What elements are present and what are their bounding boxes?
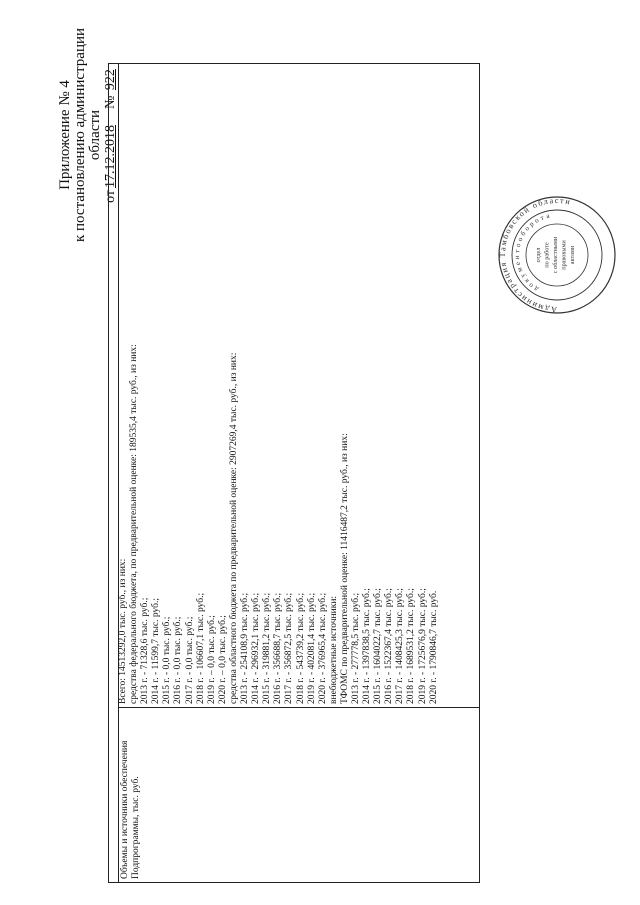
funding-line: 2017 г. - 356872,5 тыс. руб.; [284,592,295,704]
from-label: от [103,189,118,203]
funding-line: 2013 г. - 254108,9 тыс. руб.; [240,592,251,704]
funding-line: 2019 г. - 402081,4 тыс. руб.; [306,592,317,704]
funding-line: 2017 г. - 0,0 тыс. руб.; [184,616,195,704]
table-label [118,708,144,882]
funding-line: 2018 г. - 543739,2 тыс. руб.; [295,592,306,704]
funding-line: 2016 г. - 356688,7 тыс. руб.; [273,592,284,704]
funding-line: 2018 г. - 106607,1 тыс. руб.; [195,592,206,704]
funding-line: 2020 г. – 0,0 тыс. руб.; [217,615,228,704]
official-seal-stamp [497,195,617,315]
funding-line: средства федерального бюджета, по предварительной оценке: 189535,4 тыс. руб., из них: [129,344,140,704]
funding-line: средства областного бюджета по предварительной оценке: 2907269,4 тыс. руб., из них: [228,352,239,704]
decree-number: 922 [103,69,118,91]
funding-line: 2014 г. - 1397838,5 тыс. руб.; [362,588,373,704]
funding-line: 2015 г. - 0,0 тыс. руб.; [162,616,173,704]
svg-text:документооборота: документооборота [512,211,553,294]
funding-line: 2015 г. - 1604022,7 тыс. руб.; [373,588,384,704]
funding-line: 2014 г. - 11599,7 тыс. руб.; [151,598,162,704]
number-label: № [103,95,118,109]
funding-line: 2019 г. – 0,0 тыс. руб.; [206,615,217,704]
seal-center-line: отдел [535,247,542,263]
funding-line: 2016 г. - 1522367,4 тыс. руб.; [384,588,395,704]
seal-center-line: по работе [543,242,551,268]
funding-line: Всего: 14513292,0 тыс. руб., из них: [118,558,128,704]
table-label-cell [118,707,479,882]
svg-text:Администрация Тамбовской облас: Администрация Тамбовской области [497,195,573,315]
funding-line: 2019 г. - 1725676,9 тыс. руб.; [417,588,428,704]
decree-date: 17.12.2018 [103,124,118,188]
table-value-cell [118,67,479,707]
funding-line: 2016 г. - 0,0 тыс. руб.; [173,616,184,704]
seal-center-line: правовыми [560,240,568,270]
funding-line: 2013 г. - 277778,5 тыс. руб.; [350,592,361,704]
funding-line: 2017 г. - 1408425,3 тыс. руб.; [395,588,406,704]
funding-line: 2020 г. - 1790846,7 тыс. руб. [428,590,439,704]
seal-center-line: актами [569,245,576,265]
funding-line: ТФОМС по предварительной оценке: 11416487,2 тыс. руб., из них: [339,433,350,704]
funding-line: 2013 г. - 71328,6 тыс. руб.; [140,597,151,704]
decree-reference: к постановлению администрации области [72,27,103,243]
seal-center-line: с областными [552,236,559,274]
funding-line: 2014 г. - 296932,1 тыс. руб.; [251,592,262,704]
funding-line: 2015 г. - 319881,2 тыс. руб.; [262,592,273,704]
label-line-2: Подпрограммы, тыс. руб. [131,776,141,879]
funding-line: 2020 г. - 376965,4 тыс. руб.; [317,592,328,704]
label-line-1: Объемы и источники обеспечения [120,740,130,879]
funding-table [108,63,480,883]
funding-line: 2018 г. - 1689531,2 тыс. руб.; [406,588,417,704]
funding-line: внебюджетные источники: [328,595,339,704]
appendix-title: Приложение № 4 [57,80,73,190]
